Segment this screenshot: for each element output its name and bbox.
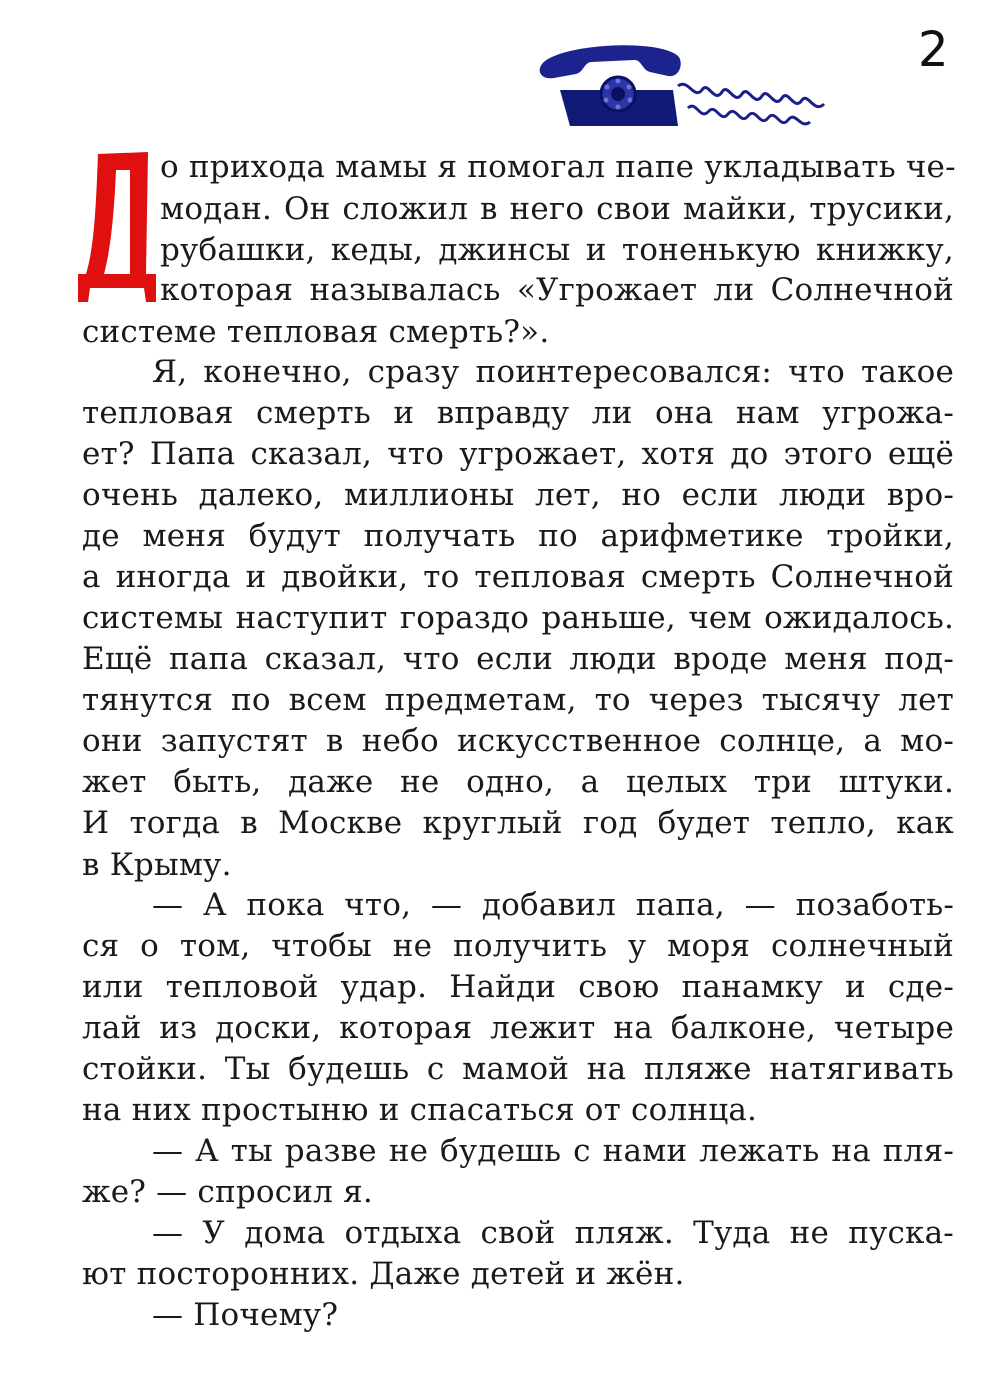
text-line: системы наступит гораздо раньше, чем ожидалось. [82,600,954,636]
text-line: в Крыму. [82,847,232,883]
text-line: же? — спросил я. [82,1174,373,1210]
text-line: которая называлась «Угрожает ли Солнечной [160,272,954,308]
page-number: 2 [918,22,949,78]
text-line: ся о том, чтобы не получить у моря солнечный [82,928,954,964]
text-line: о прихода мамы я помогал папе укладывать че- [160,149,956,185]
text-line: — А ты разве не будешь с нами лежать на пля- [152,1133,954,1169]
text-line: тепловая смерть и вправду ли она нам угрожа- [82,395,954,431]
text-line: жет быть, даже не одно, а целых три штуки. [82,764,954,800]
text-line: — У дома отдыха свой пляж. Туда не пуска- [152,1215,954,1251]
drop-cap-letter [76,148,158,306]
telephone-icon [538,38,838,138]
text-line: ют посторонних. Даже детей и жён. [82,1256,685,1292]
text-line: Я, конечно, сразу поинтересовался: что такое [152,354,954,390]
text-line: лай из доски, которая лежит на балконе, четыре [82,1010,954,1046]
text-line: системе тепловая смерть?». [82,314,550,350]
text-line: де меня будут получать по арифметике тройки, [82,518,954,554]
text-line: рубашки, кеды, джинсы и тоненькую книжку, [160,232,954,268]
text-line: — Почему? [152,1297,339,1333]
text-line: — А пока что, — добавил папа, — позаботь- [152,887,954,923]
text-line: или тепловой удар. Найди свою панамку и сде- [82,969,954,1005]
text-line: очень далеко, миллионы лет, но если люди вро- [82,477,954,513]
text-line: Ещё папа сказал, что если люди вроде меня под- [82,641,954,677]
text-line: а иногда и двойки, то тепловая смерть Солнечной [82,559,954,595]
text-line: на них простыню и спасаться от солнца. [82,1092,758,1128]
text-line: стойки. Ты будешь с мамой на пляже натягивать [82,1051,954,1087]
text-line: они запустят в небо искусственное солнце, а мо- [82,723,954,759]
text-line: модан. Он сложил в него свои майки, трусики, [160,191,954,227]
text-line: ет? Папа сказал, что угрожает, хотя до этого ещё [82,436,954,472]
text-line: И тогда в Москве круглый год будет тепло, как [82,805,954,841]
text-line: тянутся по всем предметам, то через тысячу лет [82,682,954,718]
